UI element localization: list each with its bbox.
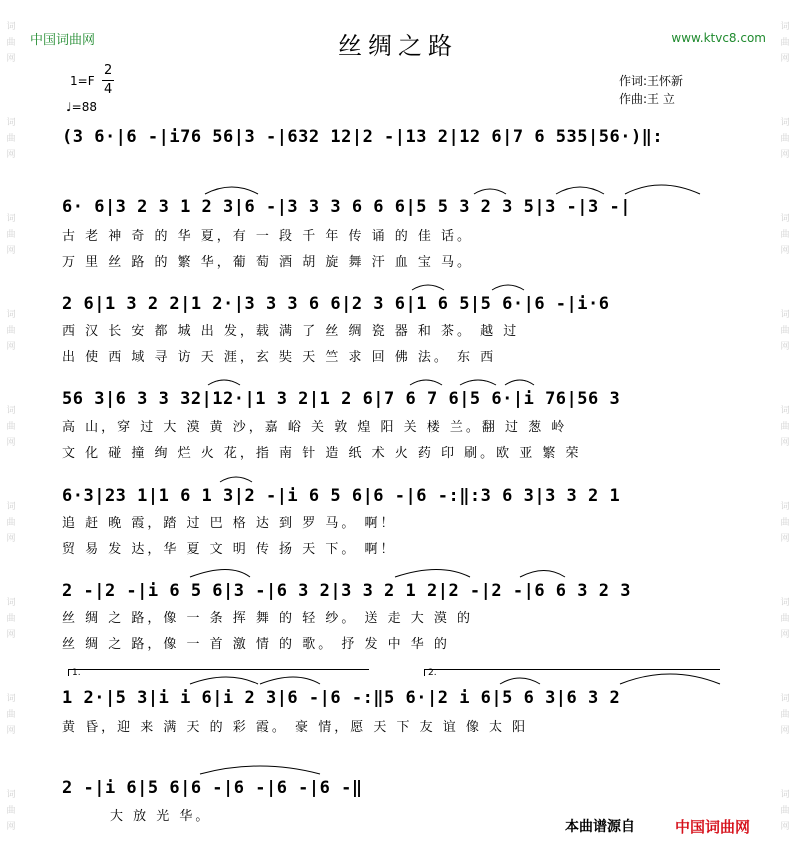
watermark-char: 词 — [780, 790, 790, 800]
watermark-char: 曲 — [6, 134, 16, 144]
lyric-line: 丝 绸 之 路，像 一 首 激 情 的 歌。 抒 发 中 华 的 — [62, 637, 450, 652]
lyric-line: 丝 绸 之 路，像 一 条 挥 舞 的 轻 纱。 送 走 大 漠 的 — [62, 611, 473, 626]
watermark-char: 网 — [6, 150, 16, 160]
watermark-char: 网 — [6, 342, 16, 352]
watermark-char: 网 — [6, 246, 16, 256]
volta-label: 2. — [428, 668, 437, 678]
lyric-line: 万 里 丝 路 的 繁 华，葡 萄 酒 胡 旋 舞 汗 血 宝 马。 — [62, 255, 473, 270]
watermark-char: 网 — [780, 342, 790, 352]
watermark-char: 网 — [780, 726, 790, 736]
score-line: 6· 6|3 2 3 1 2 3|6 -|3 3 3 6 6 6|5 5 3 2 3 5|3 -|3 -| — [62, 197, 631, 217]
watermark-char: 词 — [6, 502, 16, 512]
watermark-char: 曲 — [780, 134, 790, 144]
watermark-char: 网 — [780, 630, 790, 640]
watermark-char: 曲 — [6, 806, 16, 816]
watermark-char: 词 — [780, 310, 790, 320]
watermark-char: 词 — [780, 598, 790, 608]
watermark-char: 曲 — [780, 614, 790, 624]
watermark-char: 曲 — [780, 518, 790, 528]
composer-credit: 作曲:王 立 — [619, 92, 675, 106]
watermark-char: 曲 — [6, 710, 16, 720]
lyric-line: 黄 昏，迎 来 满 天 的 彩 霞。 豪 情，愿 天 下 友 谊 像 太 阳 — [62, 720, 529, 735]
lyric-line: 古 老 神 奇 的 华 夏，有 一 段 千 年 传 诵 的 佳 话。 — [62, 229, 473, 244]
score-line: 6·3|23 1|1 6 1 3|2 -|i 6 5 6|6 -|6 -:‖:3 6 3|3 3 2 1 — [62, 486, 621, 506]
watermark-char: 网 — [6, 438, 16, 448]
lyric-line: 文 化 碰 撞 绚 烂 火 花，指 南 针 造 纸 术 火 药 印 刷。欧 亚 繁 荣 — [62, 446, 582, 461]
watermark-char: 词 — [6, 118, 16, 128]
watermark-char: 网 — [6, 822, 16, 832]
lyric-line: 大 放 光 华。 — [110, 809, 212, 824]
watermark-char: 词 — [780, 118, 790, 128]
time-signature-denominator: 4 — [104, 82, 113, 97]
volta-label: 1. — [72, 668, 81, 678]
watermark-char: 网 — [780, 534, 790, 544]
lyric-line: 追 赶 晚 霞，踏 过 巴 格 达 到 罗 马。 啊！ — [62, 516, 397, 531]
watermark-char: 词 — [780, 22, 790, 32]
lyric-line: 高 山，穿 过 大 漠 黄 沙，嘉 峪 关 敦 煌 阳 关 楼 兰。翻 过 葱 岭 — [62, 420, 568, 435]
watermark-char: 曲 — [6, 326, 16, 336]
song-title: 丝绸之路 — [338, 32, 458, 60]
score-line: 2 -|i 6|5 6|6 -|6 -|6 -|6 -‖ — [62, 778, 363, 798]
watermark-char: 词 — [6, 694, 16, 704]
watermark-char: 网 — [780, 438, 790, 448]
watermark-char: 网 — [780, 150, 790, 160]
watermark-char: 网 — [6, 726, 16, 736]
score-line: (3 6·|6 -|i76 56|3 -|632 12|2 -|13 2|12 6|7 6 535|56·)‖: — [62, 127, 664, 147]
watermark-char: 曲 — [780, 806, 790, 816]
lyricist-credit: 作词:王怀新 — [619, 74, 684, 88]
source-site-link[interactable]: 中国词曲网 — [675, 818, 751, 836]
watermark-char: 网 — [6, 534, 16, 544]
key-signature: 1=F — [70, 74, 95, 88]
watermark-char: 网 — [6, 630, 16, 640]
watermark-char: 词 — [6, 790, 16, 800]
watermark-char: 曲 — [6, 230, 16, 240]
watermark-char: 词 — [780, 406, 790, 416]
watermark-char: 词 — [780, 214, 790, 224]
watermark-char: 词 — [6, 598, 16, 608]
lyric-line: 出 使 西 域 寻 访 天 涯，玄 奘 天 竺 求 回 佛 法。 东 西 — [62, 350, 497, 365]
site-name-left[interactable]: 中国词曲网 — [30, 33, 96, 48]
time-signature-numerator: 2 — [104, 63, 113, 78]
watermark-char: 曲 — [780, 230, 790, 240]
score-line: 1 2·|5 3|i i 6|i 2 3|6 -|6 -:‖5 6·|2 i 6|5 6 3|6 3 2 — [62, 688, 621, 708]
watermark-char: 词 — [6, 214, 16, 224]
score-line: 2 6|1 3 2 2|1 2·|3 3 3 6 6|2 3 6|1 6 5|5 6·|6 -|i·6 — [62, 294, 610, 314]
watermark-char: 词 — [780, 694, 790, 704]
watermark-char: 网 — [780, 822, 790, 832]
watermark-char: 词 — [6, 406, 16, 416]
watermark-char: 词 — [6, 22, 16, 32]
watermark-char: 曲 — [6, 614, 16, 624]
lyric-line: 贸 易 发 达，华 夏 文 明 传 扬 天 下。 啊！ — [62, 542, 397, 557]
score-line: 56 3|6 3 3 32|12·|1 3 2|1 2 6|7 6 7 6|5 6·|i 76|56 3 — [62, 389, 621, 409]
source-label: 本曲谱源自 — [565, 819, 635, 835]
watermark-char: 网 — [780, 246, 790, 256]
score-line: 2 -|2 -|i 6 5 6|3 -|6 3 2|3 3 2 1 2|2 -|2 -|6 6 3 2 3 — [62, 581, 631, 601]
lyric-line: 西 汉 长 安 都 城 出 发，载 满 了 丝 绸 瓷 器 和 茶。 越 过 — [62, 324, 520, 339]
watermark-char: 词 — [6, 310, 16, 320]
watermark-char: 曲 — [6, 38, 16, 48]
watermark-char: 曲 — [780, 326, 790, 336]
watermark-char: 曲 — [6, 422, 16, 432]
tempo-marking: ♩=88 — [66, 100, 97, 114]
watermark-char: 网 — [780, 54, 790, 64]
watermark-char: 曲 — [780, 38, 790, 48]
site-url-right[interactable]: www.ktvc8.com — [671, 31, 766, 45]
watermark-char: 网 — [6, 54, 16, 64]
watermark-char: 曲 — [780, 422, 790, 432]
watermark-char: 曲 — [6, 518, 16, 528]
watermark-char: 词 — [780, 502, 790, 512]
watermark-char: 曲 — [780, 710, 790, 720]
